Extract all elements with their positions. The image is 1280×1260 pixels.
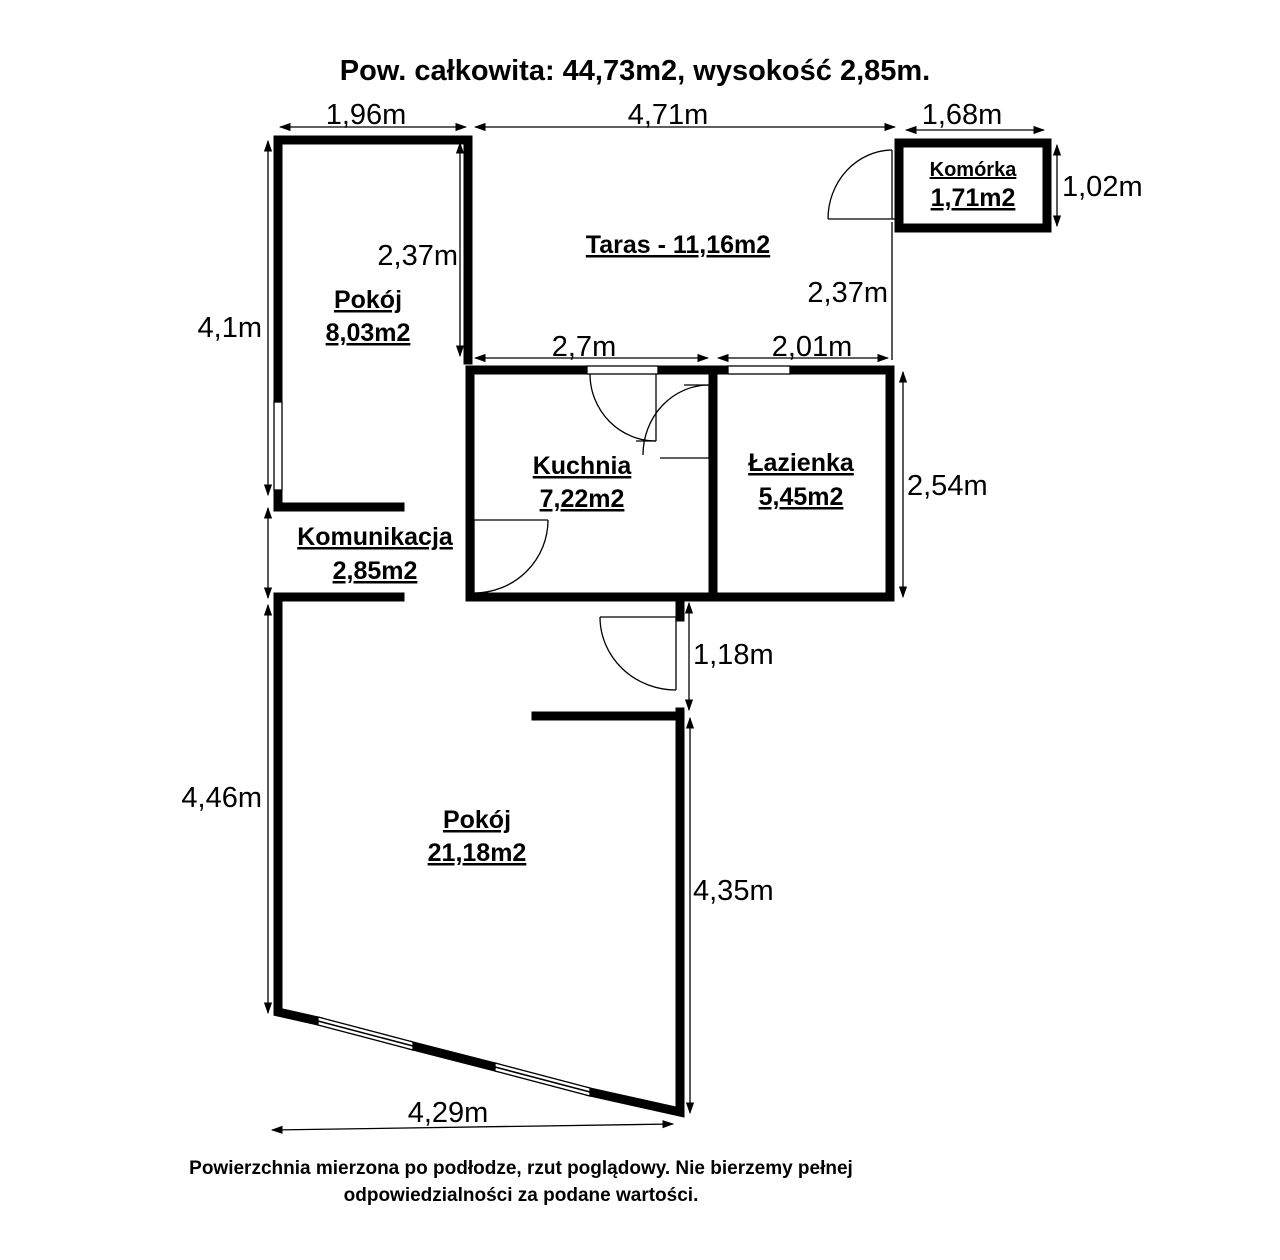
dim-right-lower: 4,35m [693, 875, 774, 907]
door-lazienka-arc [643, 385, 709, 455]
room-pokoj-large-name: Pokój [442, 806, 512, 834]
window-lazienka [728, 366, 790, 374]
window-bottom-1-mid [318, 1021, 413, 1046]
dim-door-height: 1,18m [693, 639, 774, 671]
dim-lazienka-height: 2,54m [907, 470, 988, 502]
room-komunikacja-name: Komunikacja [297, 523, 453, 551]
wall-pokoj-large [278, 597, 318, 1021]
dim-top-middle: 4,71m [627, 99, 709, 131]
dim-left-lower: 4,46m [181, 782, 262, 814]
dim-left-upper: 4,1m [197, 312, 262, 344]
room-lazienka-name: Łazienka [748, 449, 854, 477]
dim-top-left: 1,96m [325, 99, 407, 131]
room-kuchnia-name: Kuchnia [532, 452, 632, 480]
footer-note-line2: odpowiedzialności za podane wartości. [343, 1185, 699, 1206]
window-left [274, 402, 282, 490]
wall-bottom-right [590, 712, 680, 1112]
window-bottom-2-mid [495, 1067, 590, 1092]
dim-bottom: 4,29m [407, 1097, 489, 1129]
room-lazienka-area: 5,45m2 [758, 483, 844, 511]
window-kuchnia [587, 366, 658, 374]
room-komunikacja-area: 2,85m2 [332, 557, 418, 585]
room-komorka-name: Komórka [929, 159, 1017, 181]
door-komorka-arc [828, 150, 892, 219]
room-pokoj-small-name: Pokój [333, 286, 403, 314]
dimension-lines [268, 127, 1057, 1130]
door-kuchnia-arc [590, 374, 656, 441]
room-komorka-area: 1,71m2 [930, 184, 1016, 212]
door-kuchnia-lower-arc [474, 520, 548, 593]
dim-komorka-height: 1,02m [1062, 171, 1143, 203]
door-pokoj-arc [600, 617, 676, 690]
wall-bottom-mid [413, 1046, 495, 1067]
footer-note-line1: Powierzchnia mierzona po podłodze, rzut poglądowy. Nie bierzemy pełnej [189, 1158, 853, 1179]
room-pokoj-small-area: 8,03m2 [325, 319, 411, 347]
dim-kuchnia-width: 2,7m [551, 331, 617, 363]
dim-lazienka-width: 2,01m [771, 331, 853, 363]
room-pokoj-large-area: 21,18m2 [427, 839, 527, 867]
dim-taras-right: 2,37m [807, 277, 888, 309]
plan-title: Pow. całkowita: 44,73m2, wysokość 2,85m. [339, 55, 931, 87]
room-taras: Taras - 11,16m2 [585, 231, 771, 259]
dim-pokoj-inner: 2,37m [377, 240, 458, 272]
room-kuchnia-area: 7,22m2 [539, 485, 625, 513]
dim-top-right: 1,68m [921, 99, 1003, 131]
